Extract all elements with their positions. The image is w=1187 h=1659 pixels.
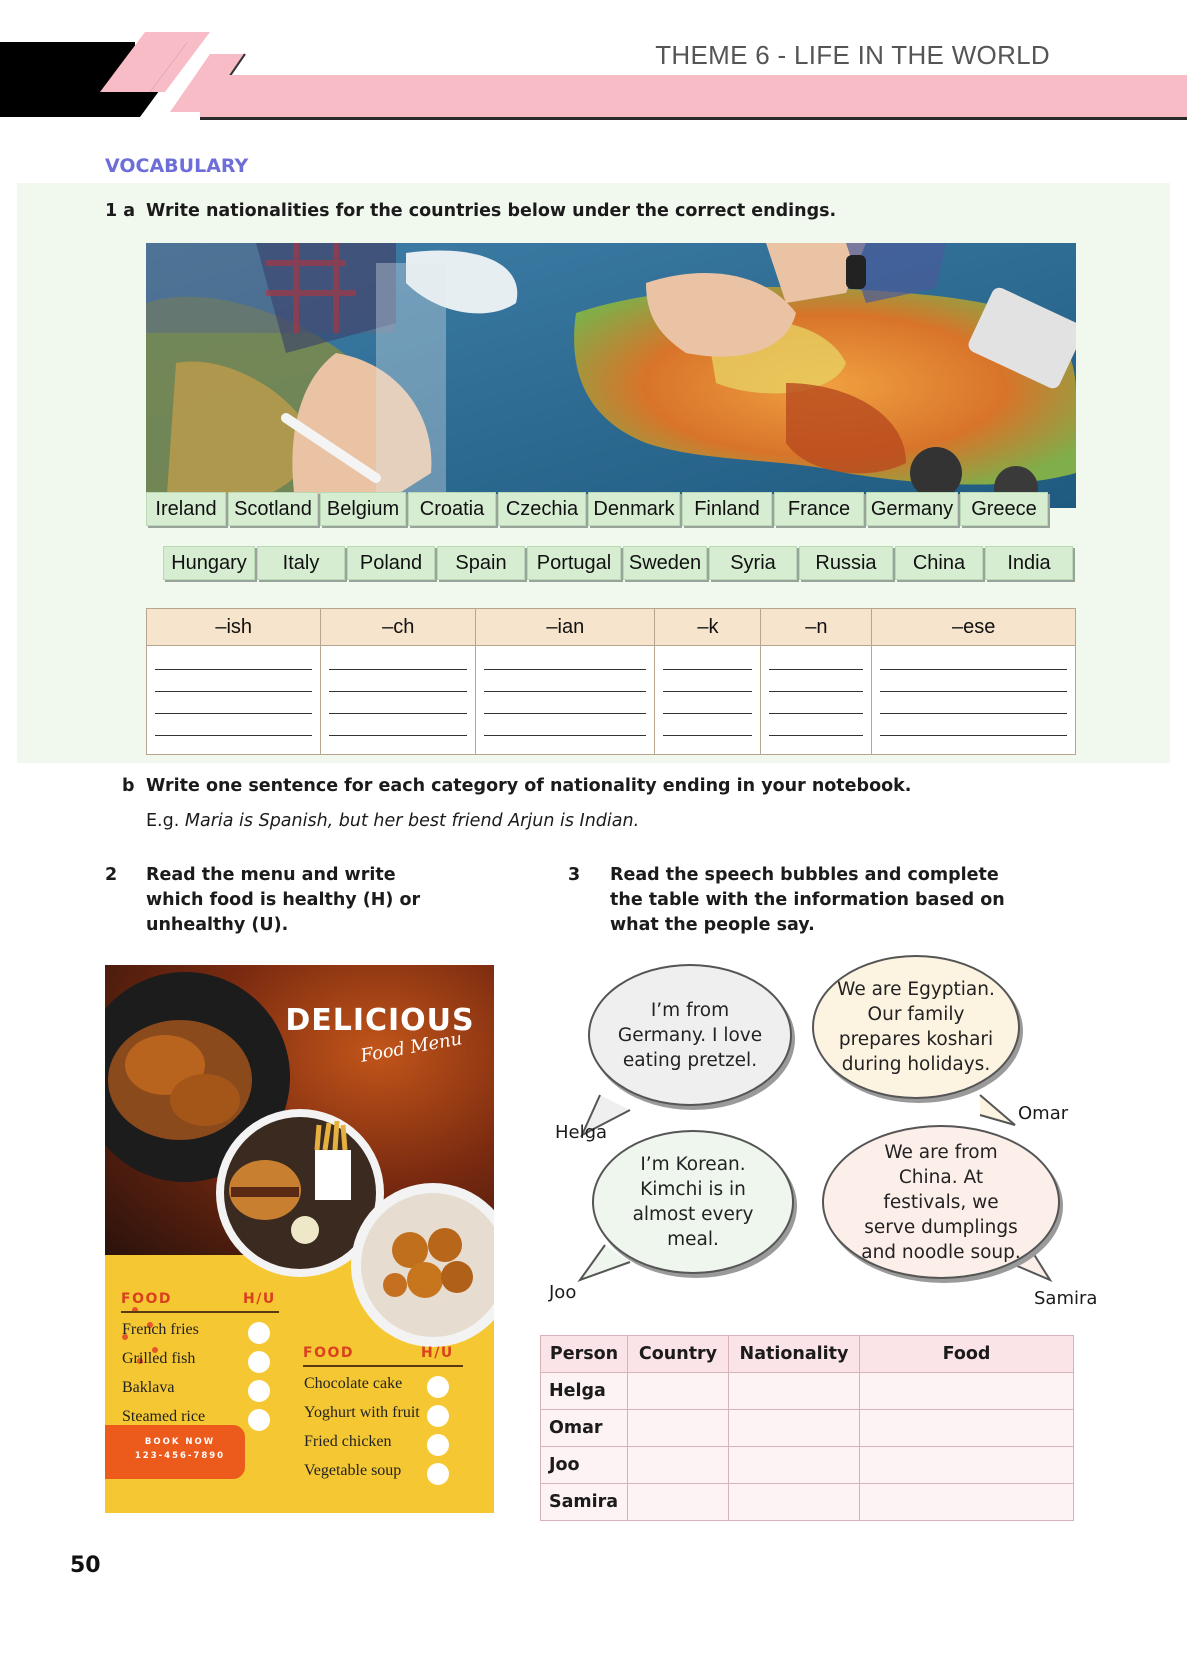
table-header: Food (860, 1336, 1074, 1373)
header-band (200, 75, 1187, 117)
menu-col1-rule (121, 1311, 279, 1313)
phone-number: 123-456-7890 (134, 1451, 226, 1461)
table-header: Nationality (729, 1336, 860, 1373)
country-chip: Poland (347, 546, 435, 580)
menu-subtitle: Food Menu (358, 1028, 464, 1067)
answer-cell[interactable] (476, 646, 655, 755)
answer-cell[interactable] (860, 1373, 1074, 1410)
country-chip: Czechia (498, 492, 586, 526)
person-cell: Joo (541, 1447, 628, 1484)
table-row (541, 1373, 1074, 1410)
menu-item: Chocolate cake (304, 1375, 403, 1392)
table-header: Person (541, 1336, 628, 1373)
country-chip: Greece (960, 492, 1048, 526)
hu-answer-circle[interactable] (427, 1434, 449, 1456)
world-map-photo (146, 243, 1076, 508)
hu-answer-circle[interactable] (248, 1322, 270, 1344)
instruction-line: which food is healthy (H) or (146, 890, 421, 910)
exercise-1a-instruction: Write nationalities for the countries below under the correct endings. (146, 201, 837, 221)
ending-header: –n (761, 609, 872, 646)
speaker-name: Omar (1018, 1103, 1069, 1124)
bubble-line: I’m from (650, 999, 730, 1021)
person-cell: Omar (541, 1410, 628, 1447)
ending-header: –ish (147, 609, 321, 646)
instruction-line: what the people say. (610, 915, 815, 935)
answer-cell[interactable] (860, 1447, 1074, 1484)
speaker-name: Joo (549, 1282, 577, 1303)
bubble-line: China. At (898, 1166, 984, 1188)
country-chip: Croatia (408, 492, 496, 526)
ending-header: –ian (476, 609, 655, 646)
answer-cell[interactable] (872, 646, 1076, 755)
answer-cell[interactable] (628, 1484, 729, 1521)
exercise-2-number: 2 (105, 865, 118, 885)
exercise-2-instruction (146, 863, 420, 938)
answer-cell[interactable] (628, 1410, 729, 1447)
country-chip: France (774, 492, 864, 526)
menu-title: DELICIOUS (285, 1003, 475, 1038)
menu-item: Vegetable soup (304, 1462, 402, 1479)
menu-item: French fries (122, 1321, 199, 1338)
menu-col2-header: FOOD (303, 1345, 354, 1361)
theme-title: THEME 6 - LIFE IN THE WORLD (655, 40, 1050, 70)
bubble-line: prepares koshari (838, 1029, 994, 1050)
country-chip: Russia (799, 546, 893, 580)
ending-header: –ch (321, 609, 476, 646)
bubble-line: and noodle soup. (861, 1241, 1021, 1263)
person-info-table (540, 1335, 1074, 1521)
menu-item: Grilled fish (122, 1350, 196, 1367)
answer-cell[interactable] (729, 1447, 860, 1484)
bubble-line: Kimchi is in (640, 1179, 746, 1200)
country-chip: Denmark (588, 492, 680, 526)
country-chip: India (985, 546, 1073, 580)
country-chip: Belgium (320, 492, 406, 526)
answer-cell[interactable] (655, 646, 761, 755)
bubble-line: We are Egyptian. (837, 979, 995, 1000)
bubble-line: Germany. I love (617, 1024, 763, 1046)
country-chip: Spain (437, 546, 525, 580)
bubble-line: We are from (884, 1141, 998, 1163)
country-chip: Sweden (623, 546, 707, 580)
country-chip: Italy (257, 546, 345, 580)
endings-table (146, 608, 1076, 755)
bubble-line: during holidays. (841, 1054, 991, 1075)
person-cell: Helga (541, 1373, 628, 1410)
answer-cell[interactable] (860, 1410, 1074, 1447)
country-chip: China (895, 546, 983, 580)
hu-answer-circle[interactable] (248, 1351, 270, 1373)
country-chip: Ireland (146, 492, 226, 526)
table-header: Country (628, 1336, 729, 1373)
instruction-line: Read the speech bubbles and complete (610, 865, 999, 885)
menu-item: Baklava (122, 1379, 175, 1396)
bubble-line: I’m Korean. (640, 1154, 746, 1175)
answer-cell[interactable] (729, 1410, 860, 1447)
exercise-1a-number: 1 a (105, 201, 136, 221)
speech-bubble-helga (588, 964, 792, 1106)
book-now-text (120, 1435, 240, 1463)
bubble-line: festivals, we (883, 1191, 999, 1213)
exercise-1b-number: b (122, 776, 135, 796)
table-row (541, 1447, 1074, 1484)
page-number: 50 (70, 1553, 101, 1578)
example-text: Maria is Spanish, but her best friend Arjun is Indian. (184, 811, 640, 831)
exercise-3-number: 3 (568, 865, 581, 885)
exercise-1b-instruction: Write one sentence for each category of nationality ending in your notebook. (146, 776, 912, 796)
answer-cell[interactable] (860, 1484, 1074, 1521)
menu-col2-hu: H/U (421, 1345, 454, 1361)
menu-item: Fried chicken (304, 1433, 392, 1450)
hu-answer-circle[interactable] (248, 1409, 270, 1431)
bubble-line: meal. (667, 1229, 719, 1250)
hu-answer-circle[interactable] (248, 1380, 270, 1402)
menu-item: Steamed rice (122, 1408, 206, 1425)
menu-col2-rule (303, 1365, 463, 1367)
country-chip: Portugal (527, 546, 621, 580)
hu-answer-circle[interactable] (427, 1376, 449, 1398)
hu-answer-circle[interactable] (427, 1405, 449, 1427)
answer-cell[interactable] (628, 1373, 729, 1410)
answer-cell[interactable] (729, 1484, 860, 1521)
menu-col1-header: FOOD (121, 1291, 172, 1307)
country-chip: Syria (709, 546, 797, 580)
country-chip: Germany (866, 492, 958, 526)
ending-header: –ese (872, 609, 1076, 646)
hu-answer-circle[interactable] (427, 1463, 449, 1485)
bubble-line: eating pretzel. (622, 1049, 758, 1071)
exercise-3-instruction (610, 863, 1005, 938)
section-title: VOCABULARY (105, 155, 249, 177)
food-menu (105, 965, 494, 1513)
answer-cell[interactable] (321, 646, 476, 755)
table-row (541, 1484, 1074, 1521)
book-label: BOOK NOW (144, 1437, 216, 1447)
menu-item: Yoghurt with fruit (304, 1404, 420, 1421)
ending-header: –k (655, 609, 761, 646)
answer-cell[interactable] (628, 1447, 729, 1484)
bubble-line: Our family (867, 1004, 965, 1025)
menu-col1-hu: H/U (243, 1291, 276, 1307)
person-cell: Samira (541, 1484, 628, 1521)
speech-bubble-omar (812, 955, 1020, 1099)
instruction-line: Read the menu and write (146, 865, 396, 885)
example-prefix: E.g. (146, 811, 180, 831)
bubble-line: almost every (632, 1204, 754, 1225)
answer-cell[interactable] (147, 646, 321, 755)
bubble-line: serve dumplings (864, 1216, 1018, 1238)
speaker-name: Helga (555, 1122, 608, 1143)
instruction-line: unhealthy (U). (146, 915, 289, 935)
country-chip: Finland (682, 492, 772, 526)
table-row (541, 1410, 1074, 1447)
example-sentence (146, 811, 639, 831)
speech-bubble-samira (822, 1125, 1060, 1279)
instruction-line: the table with the information based on (610, 890, 1005, 910)
answer-cell[interactable] (729, 1373, 860, 1410)
answer-cell[interactable] (761, 646, 872, 755)
speech-bubble-joo (592, 1130, 794, 1274)
country-chip: Scotland (228, 492, 318, 526)
speaker-name: Samira (1034, 1288, 1098, 1309)
header-rule (200, 117, 1187, 120)
country-chip: Hungary (163, 546, 255, 580)
